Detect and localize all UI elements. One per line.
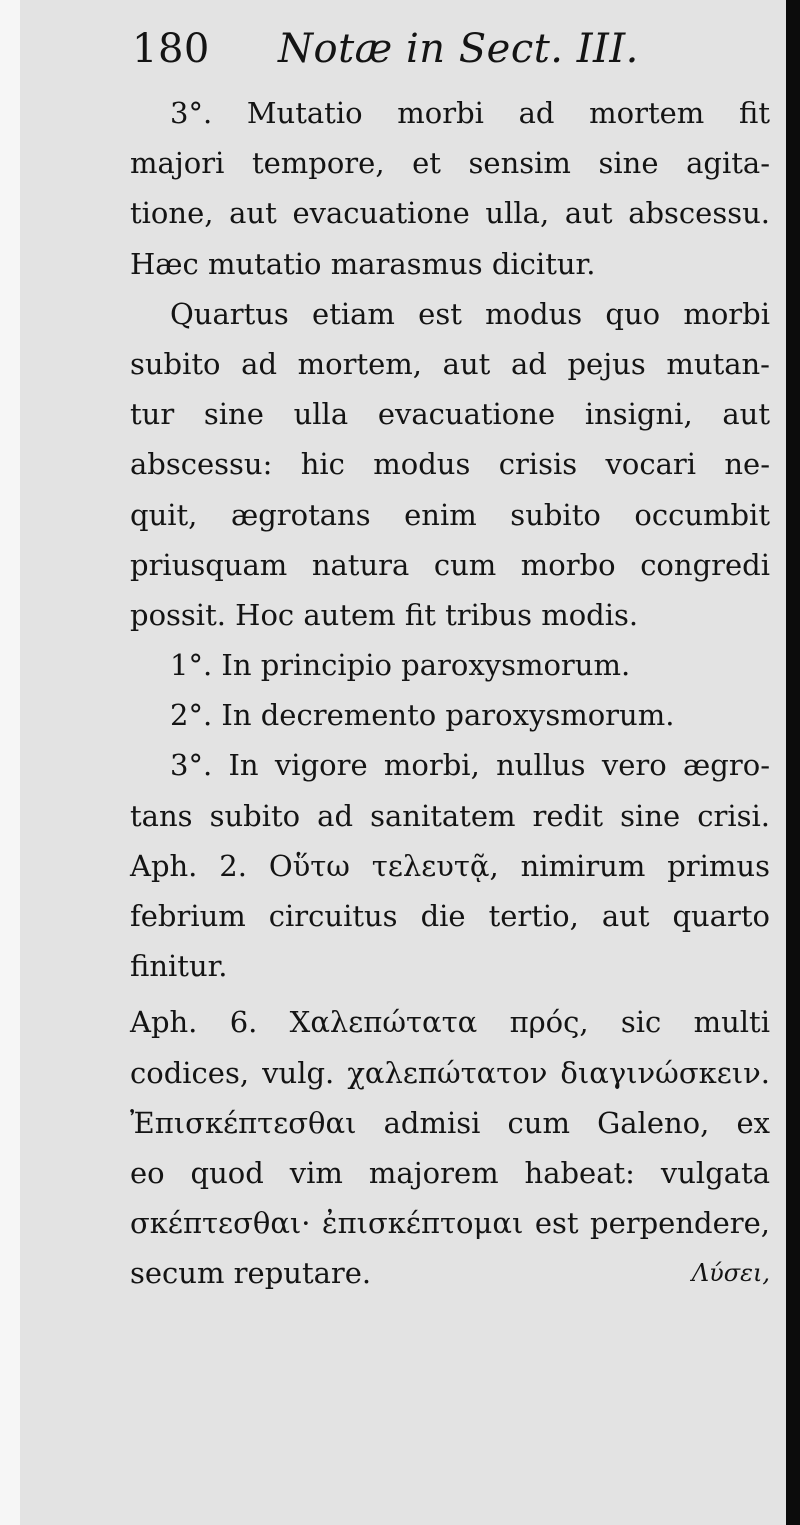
text-line: σκέπτεσθαι· ἐπισκέπτομαι est perpendere, bbox=[130, 1206, 770, 1241]
aphorism-line: Aph. 2. Οὕτω τελευτᾷ, nimirum primus bbox=[130, 848, 770, 883]
text-line: possit. Hoc autem fit tribus modis. bbox=[130, 597, 639, 632]
text-line: abscessu: hic modus crisis vocari ne- bbox=[130, 447, 770, 482]
text-line: quit, ægrotans enim subito occumbit bbox=[130, 497, 770, 532]
text-line: Quartus etiam est modus quo morbi bbox=[170, 296, 770, 331]
aphorism-line: Aph. 6. Χαλεπώτατα πρός, sic multi bbox=[130, 1005, 770, 1040]
text-line: 1°. In principio paroxysmorum. bbox=[170, 648, 631, 683]
page-text-block bbox=[130, 18, 770, 1299]
text-line: codices, vulg. χαλεπώτατον διαγινώσκειν. bbox=[130, 1055, 770, 1090]
text-line: finitur. bbox=[130, 949, 228, 984]
text-line: 3°. Mutatio morbi ad mortem fit bbox=[170, 96, 770, 130]
text-line: 3°. In vigore morbi, nullus vero ægro- bbox=[170, 748, 770, 783]
text-line: Hæc mutatio marasmus dicitur. bbox=[130, 246, 596, 281]
header-gap bbox=[130, 80, 770, 88]
text-line: eo quod vim majorem habeat: vulgata bbox=[130, 1155, 770, 1190]
page-number: 180 bbox=[132, 26, 210, 72]
page-right-edge bbox=[786, 0, 800, 1525]
text-line: subito ad mortem, aut ad pejus mutan- bbox=[130, 346, 770, 381]
text-line: 2°. In decremento paroxysmorum. bbox=[170, 698, 675, 733]
text-line: tur sine ulla evacuatione insigni, aut bbox=[130, 397, 770, 432]
text-line: Ἐπισκέπτεσθαι admisi cum Galeno, ex bbox=[130, 1105, 770, 1140]
text-line: febrium circuitus die tertio, aut quarto bbox=[130, 899, 770, 933]
last-text-row bbox=[130, 1248, 770, 1298]
text-line: priusquam natura cum morbo congredi bbox=[130, 547, 770, 582]
text-line: secum reputare. bbox=[130, 1256, 372, 1291]
text-line: tione, aut evacuatione ulla, aut abscessu. bbox=[130, 196, 770, 231]
text-line: majori tempore, et sensim sine agita- bbox=[130, 146, 770, 181]
page-header bbox=[130, 18, 770, 80]
running-head: Notæ in Sect. III. bbox=[278, 26, 639, 72]
text-line: tans subito ad sanitatem redit sine crisi. bbox=[130, 798, 770, 833]
page-left-margin bbox=[0, 0, 20, 1525]
catchword: Λύσει, bbox=[691, 1259, 770, 1288]
